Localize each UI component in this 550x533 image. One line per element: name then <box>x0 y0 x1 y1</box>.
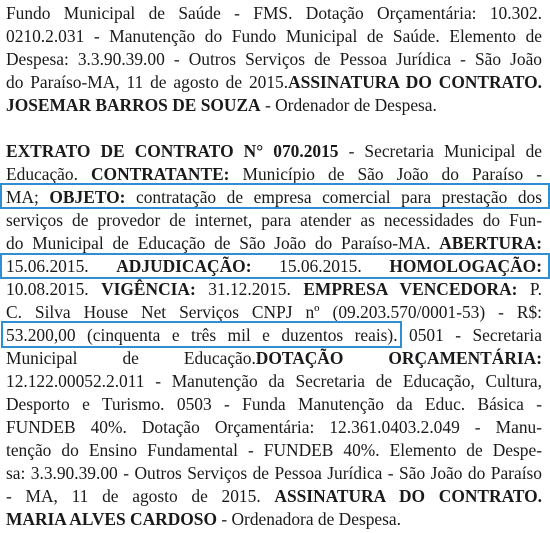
text-line: sa: 3.3.90.39.00 - Outros Serviços de Pessoa Jurídica - São João do Paraíso <box>6 463 542 483</box>
text-line: Educação. CONTRATANTE: Município de São João do Paraíso - <box>6 164 542 184</box>
text-line: 0210.2.031 - Manutenção do Fundo Municipal de Saúde. Elemento de <box>6 26 542 46</box>
text-line: serviços de provedor de internet, para atender as necessidades do Fun- <box>6 210 542 230</box>
signatory-line: MARIA ALVES CARDOSO - Ordenadora de Despesa. <box>6 509 401 529</box>
extract-heading-line: EXTRATO DE CONTRATO N° 070.2015 - Secretaria Municipal de <box>6 141 542 161</box>
text-line: C. Silva House Net Serviços CNPJ nº (09.203.570/0001-53) - R$: <box>6 302 542 322</box>
contract-value-text: 53.200,00 (cinquenta e três mil e duzentos reais). <box>6 325 398 345</box>
text-line: 10.08.2015. VIGÊNCIA: 31.12.2015. EMPRESA VENCEDORA: P. <box>6 279 542 299</box>
text-line: 15.06.2015. ADJUDICAÇÃO: 15.06.2015. HOMOLOGAÇÃO: <box>6 256 542 276</box>
text-line: Desporto e Turismo. 0503 - Funda Manutenção da Educ. Básica - <box>6 394 542 414</box>
text-line: 53.200,00 (cinquenta e três mil e duzentos reais). 0501 - Secretaria <box>6 325 542 345</box>
text-line: tenção do Ensino Fundamental - FUNDEB 40%. Elemento de Despe- <box>6 440 542 460</box>
text-line: Despesa: 3.3.90.39.00 - Outros Serviços de Pessoa Jurídica - São João <box>6 49 542 69</box>
text-line: 12.122.00052.2.011 - Manutenção da Secretaria de Educação, Cultura, <box>6 371 542 391</box>
text-line: - MA, 11 de agosto de 2015. ASSINATURA DO CONTRATO. <box>6 486 543 506</box>
text-line: Fundo Municipal de Saúde - FMS. Dotação Orçamentária: 10.302. <box>6 3 542 23</box>
text-line: do Municipal de Educação de São João do Paraíso-MA. ABERTURA: <box>6 233 542 253</box>
signatory-line: JOSEMAR BARROS DE SOUZA - Ordenador de Despesa. <box>6 95 437 115</box>
text-line: Municipal de Educação.DOTAÇÃO ORÇAMENTÁRIA: <box>6 348 542 368</box>
text-line: FUNDEB 40%. Dotação Orçamentária: 12.361.0403.2.049 - Manu- <box>6 417 542 437</box>
text-line: do Paraíso-MA, 11 de agosto de 2015.ASSINATURA DO CONTRATO. <box>6 72 542 92</box>
text-line: MA; OBJETO: contratação de empresa comercial para prestação dos <box>6 187 543 207</box>
